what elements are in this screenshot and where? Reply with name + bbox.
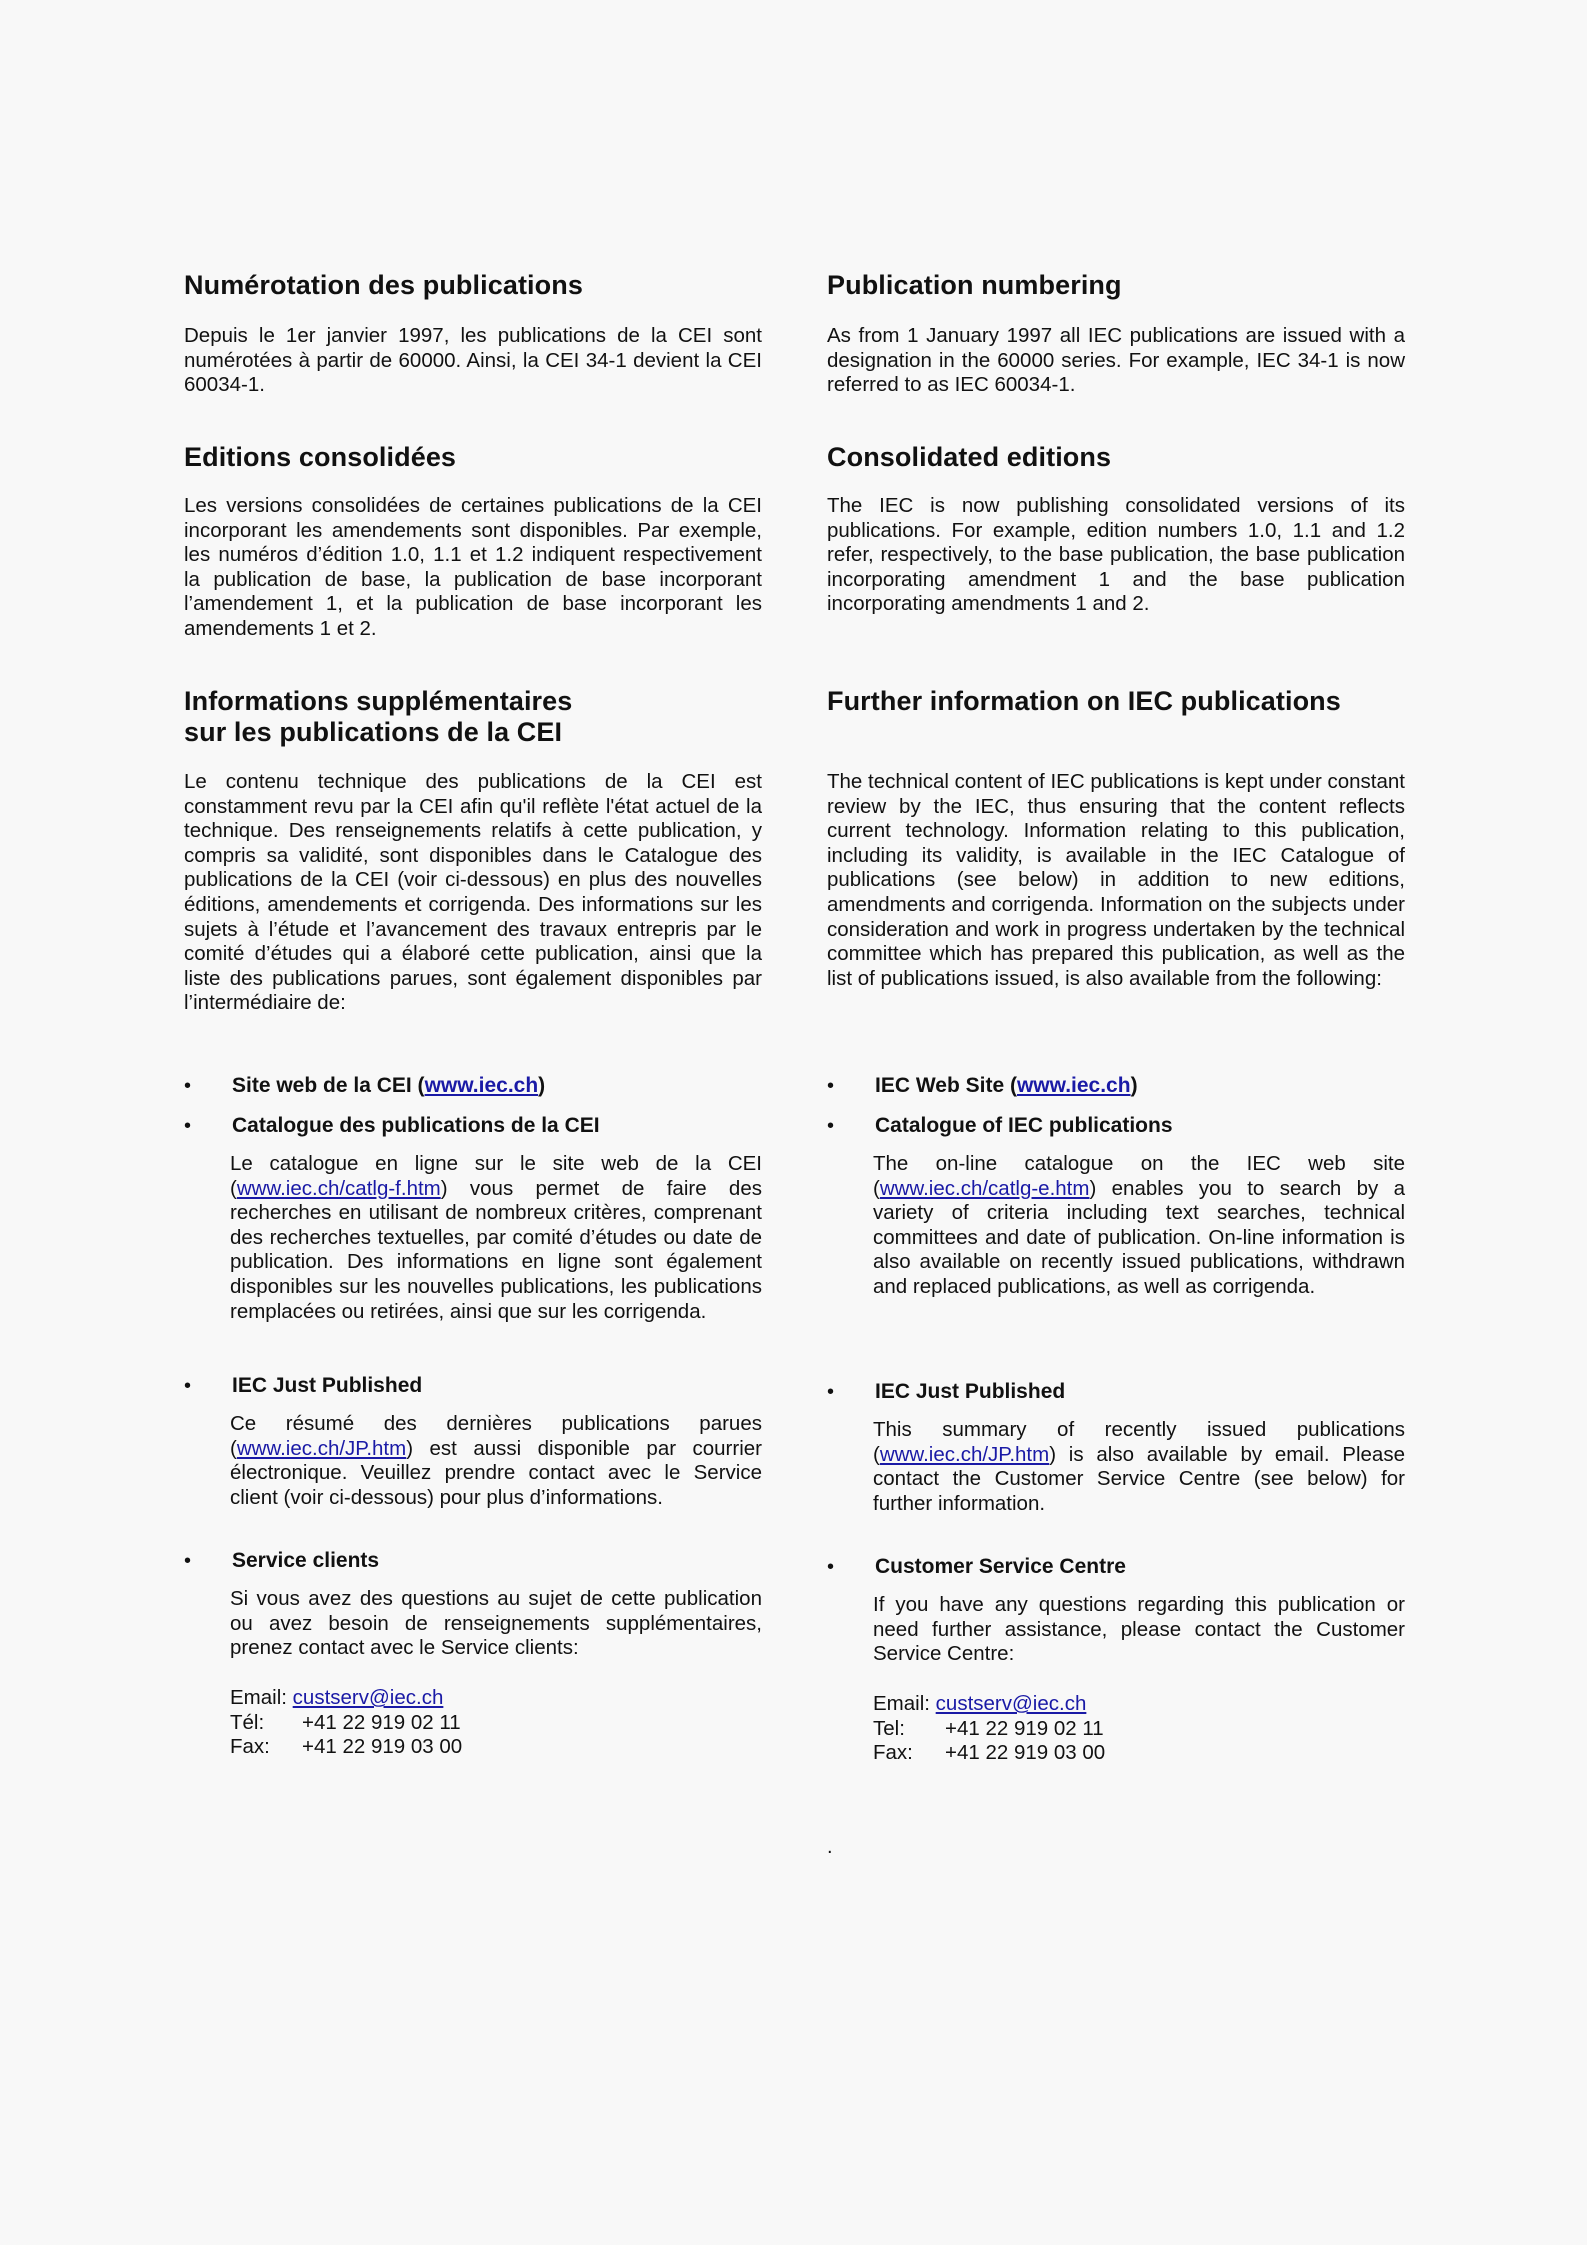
- en-numbering-text: As from 1 January 1997 all IEC publications are issued with a designation in the 60000 series. For example, IEC 34-1 is now referred to as IEC 60034-1.: [827, 324, 1405, 397]
- fr-email-link[interactable]: custserv@iec.ch: [292, 1686, 444, 1709]
- en-tel-label: Tel:: [873, 1716, 905, 1740]
- fr-catalogue-post: ) vous permet de faire des recherches en utilisant de nombreux critères, comprenant des recherches textuelles, par comité d’études ou date de publication. Des informations en ligne sont également disponibles sur les nouvelles publications, les publications remplacées ou retirées, ainsi que sur les corrigenda.: [230, 1176, 762, 1323]
- fr-email-label: Email:: [230, 1686, 287, 1709]
- fr-bullet-catalogue-label: Catalogue des publications de la CEI: [232, 1114, 600, 1137]
- fr-jp-pre: Ce résumé des dernières publications parues (: [230, 1412, 762, 1460]
- bullet-glyph: •: [184, 1375, 192, 1397]
- bullet-glyph: •: [827, 1381, 835, 1403]
- en-bullet-catalogue-label: Catalogue of IEC publications: [875, 1114, 1173, 1137]
- fr-further-title-line2: sur les publications de la CEI: [184, 717, 563, 747]
- en-contact-block: [873, 1692, 1405, 1766]
- en-catalogue-post: ) enables you to search by a variety of criteria including text searches, technical committees and date of publication. On-line information is also available on recently issued publications, withdrawn and replaced publications, as well as corrigenda.: [873, 1176, 1405, 1298]
- fr-further-title: [184, 686, 762, 748]
- bullet-glyph: •: [827, 1556, 835, 1578]
- en-email-row: [873, 1692, 1405, 1717]
- en-website-link[interactable]: www.iec.ch: [1016, 1074, 1131, 1097]
- en-catalogue-link[interactable]: www.iec.ch/catlg-e.htm: [879, 1176, 1090, 1200]
- en-just-published-text: [873, 1418, 1405, 1516]
- fr-jp-link[interactable]: www.iec.ch/JP.htm: [236, 1436, 407, 1460]
- en-catalogue-pre: The on-line catalogue on the IEC web site (: [873, 1152, 1405, 1200]
- en-bullet-just-published-label: IEC Just Published: [875, 1380, 1066, 1403]
- fr-further-title-line1: Informations supplémentaires: [184, 686, 573, 716]
- fr-website-link[interactable]: www.iec.ch: [424, 1074, 539, 1097]
- en-bullet-customer-service-label: Customer Service Centre: [875, 1555, 1126, 1578]
- fr-bullet-service-label: Service clients: [232, 1549, 380, 1572]
- fr-jp-post: ) est aussi disponible par courrier électronique. Veuillez prendre contact avec le Service client (voir ci-dessous) pour plus d’informations.: [230, 1436, 762, 1509]
- footer-mark: .: [827, 1836, 833, 1858]
- fr-further-section: [184, 686, 762, 1016]
- bullet-glyph: •: [184, 1115, 192, 1137]
- fr-numbering-section: [184, 270, 762, 398]
- fr-website-suffix: ): [538, 1074, 546, 1097]
- fr-consolidated-title: Editions consolidées: [184, 442, 457, 472]
- en-tel-value: +41 22 919 02 11: [945, 1716, 1104, 1740]
- fr-numbering-text: Depuis le 1er janvier 1997, les publications de la CEI sont numérotées à partir de 60000. Ainsi, la CEI 34-1 devient la CEI 60034-1.: [184, 324, 762, 397]
- en-further-text: The technical content of IEC publications is kept under constant review by the IEC, thus ensuring that the content reflects current technology. Information relating to this publication, including its validity, is available in the IEC Catalogue of publications (see below) in addition to new editions, amendments and corrigenda. Information on the subjects under consideration and work in progress undertaken by the technical committee which has prepared this publication, as well as the list of publications issued, is also available from the following:: [827, 770, 1405, 990]
- en-email-link[interactable]: custserv@iec.ch: [935, 1692, 1087, 1715]
- en-numbering-title: Publication numbering: [827, 270, 1122, 300]
- fr-email-row: [230, 1686, 762, 1711]
- en-further-title: Further information on IEC publications: [827, 686, 1341, 716]
- fr-consolidated-text: Les versions consolidées de certaines publications de la CEI incorporant les amendements sont disponibles. Par exemple, les numéros d’édition 1.0, 1.1 et 1.2 indiquent respectivement la publication de base, la publication de base incorporant l’amendement 1, et la publication de base incorporant les amendements 1 et 2.: [184, 494, 762, 640]
- fr-numbering-title: Numérotation des publications: [184, 270, 583, 300]
- bullet-glyph: •: [827, 1115, 835, 1137]
- en-further-section: [827, 686, 1405, 991]
- en-fax-value: +41 22 919 03 00: [945, 1741, 1106, 1765]
- fr-service-text: Si vous avez des questions au sujet de cette publication ou avez besoin de renseignements supplémentaires, prenez contact avec le Service clients:: [230, 1587, 762, 1660]
- en-fax-label: Fax:: [873, 1741, 913, 1765]
- en-fax-row: [873, 1741, 1405, 1766]
- fr-bullet-just-published-label: IEC Just Published: [232, 1374, 423, 1397]
- en-numbering-section: [827, 270, 1405, 398]
- fr-tel-row: [230, 1711, 762, 1736]
- en-consolidated-text: The IEC is now publishing consolidated versions of its publications. For example, edition numbers 1.0, 1.1 and 1.2 refer, respectively, to the base publication, the base publication incorporating amendment 1 and the base publication incorporating amendments 1 and 2.: [827, 494, 1405, 616]
- en-consolidated-title: Consolidated editions: [827, 442, 1112, 472]
- en-jp-pre: This summary of recently issued publications (: [873, 1418, 1405, 1466]
- en-consolidated-section: [827, 442, 1405, 617]
- en-website-suffix: ): [1130, 1074, 1138, 1097]
- bullet-glyph: •: [827, 1075, 835, 1097]
- fr-bullet-website-label: [232, 1074, 545, 1098]
- bullet-glyph: •: [184, 1075, 192, 1097]
- en-jp-post: ) is also available by email. Please contact the Customer Service Centre (see below) for further information.: [873, 1442, 1405, 1515]
- fr-catalogue-pre: Le catalogue en ligne sur le site web de la CEI (: [230, 1152, 762, 1200]
- fr-contact-block: [230, 1686, 762, 1760]
- fr-fax-label: Fax:: [230, 1735, 270, 1759]
- en-customer-service-text: If you have any questions regarding this publication or need further assistance, please contact the Customer Service Centre:: [873, 1593, 1405, 1666]
- fr-tel-value: +41 22 919 02 11: [302, 1710, 461, 1734]
- en-tel-row: [873, 1717, 1405, 1742]
- fr-further-text: Le contenu technique des publications de la CEI est constamment revu par la CEI afin qu'il reflète l'état actuel de la technique. Des renseignements relatifs à cette publication, y compris sa validité, sont disponibles dans le Catalogue des publications de la CEI (voir ci-dessous) en plus des nouvelles éditions, amendements et corrigenda. Des informations sur les sujets à l’étude et l’avancement des travaux entrepris par le comité d’études qui a élaboré cette publication, ainsi que la liste des publications parues, sont également disponibles par l’intermédiaire de:: [184, 770, 762, 1015]
- fr-tel-label: Tél:: [230, 1710, 265, 1734]
- en-catalogue-text: [873, 1152, 1405, 1300]
- bullet-glyph: •: [184, 1550, 192, 1572]
- fr-fax-value: +41 22 919 03 00: [302, 1735, 463, 1759]
- en-email-label: Email:: [873, 1692, 930, 1715]
- en-bullet-website-label: [875, 1074, 1138, 1098]
- en-jp-link[interactable]: www.iec.ch/JP.htm: [879, 1442, 1050, 1466]
- fr-consolidated-section: [184, 442, 762, 642]
- en-website-label-text: IEC Web Site (: [875, 1074, 1017, 1097]
- fr-website-label-text: Site web de la CEI (: [232, 1074, 425, 1097]
- fr-just-published-text: [230, 1412, 762, 1510]
- fr-catalogue-text: [230, 1152, 762, 1324]
- fr-catalogue-link[interactable]: www.iec.ch/catlg-f.htm: [236, 1176, 441, 1200]
- fr-fax-row: [230, 1735, 762, 1760]
